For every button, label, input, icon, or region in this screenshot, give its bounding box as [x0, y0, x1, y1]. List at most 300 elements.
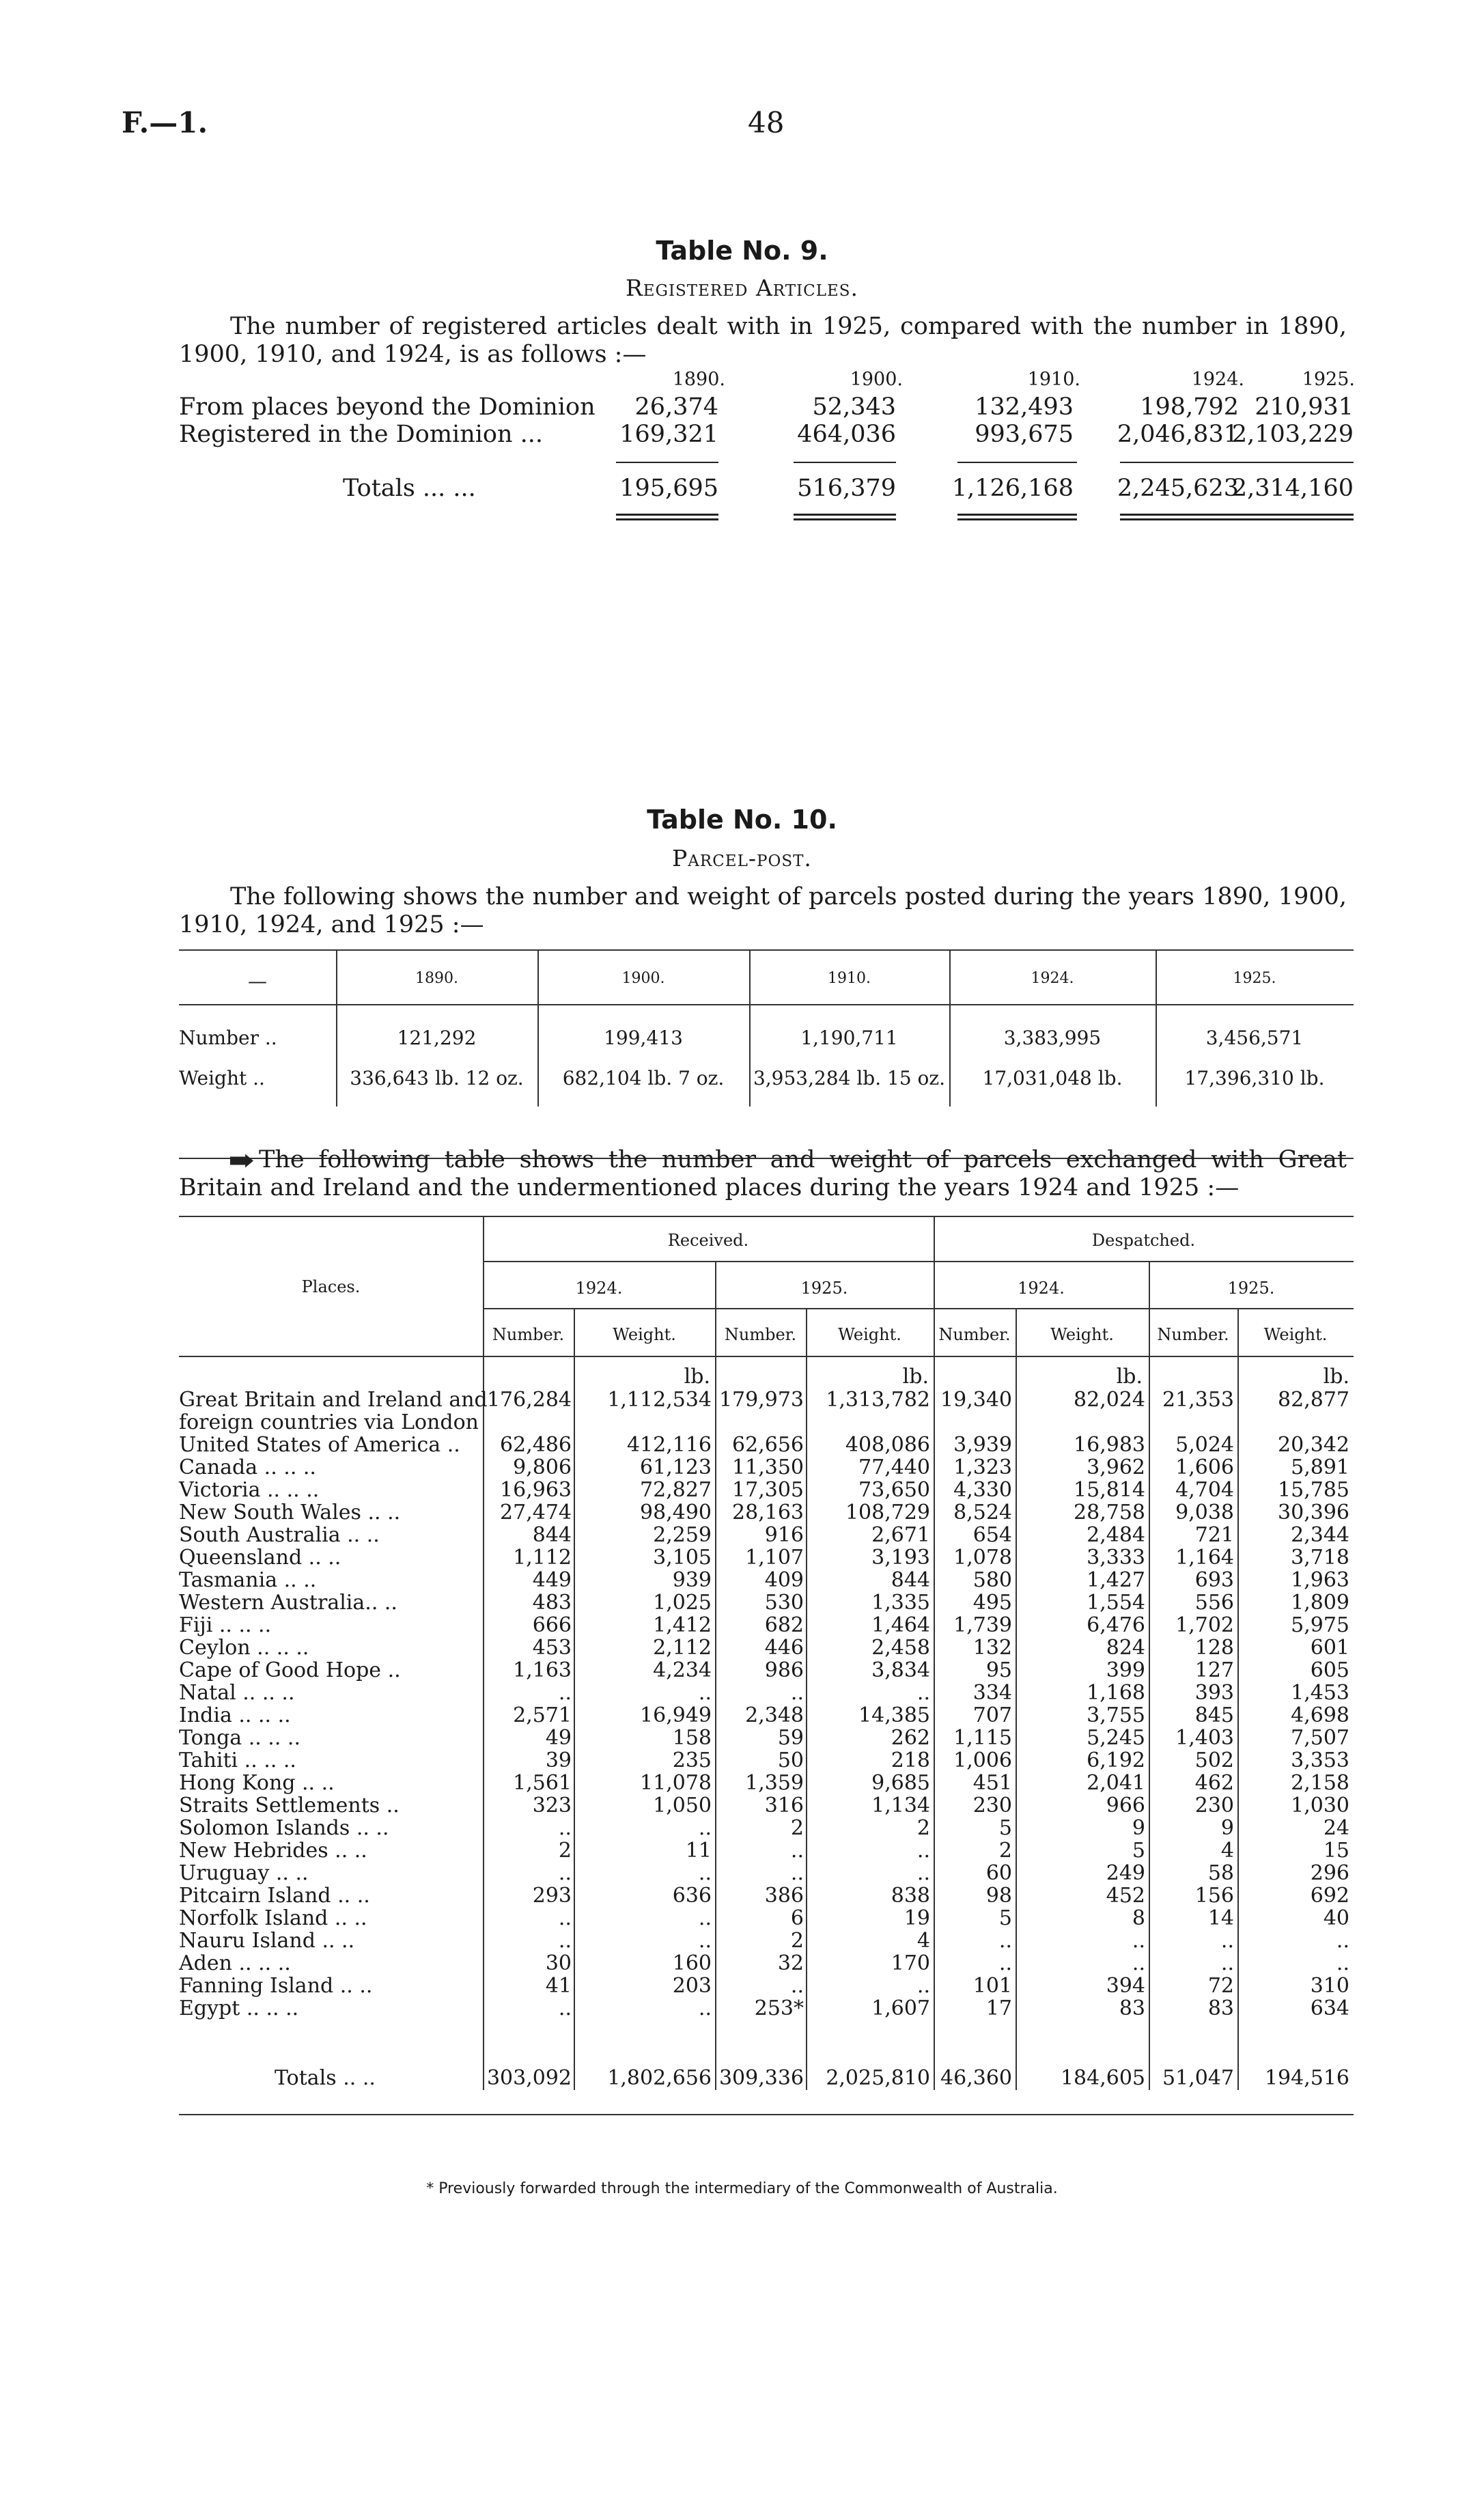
place-name: Victoria .. .. .. — [179, 1478, 320, 1502]
table10-cell: 3,456,571 — [1205, 1027, 1304, 1049]
table10-year: 1924. — [1031, 970, 1074, 987]
place-name: Fiji .. .. .. — [179, 1613, 272, 1637]
table10-cell: 121,292 — [397, 1027, 477, 1049]
table9-year: 1900. — [850, 369, 903, 390]
table10-row-label: Weight .. — [179, 1067, 265, 1089]
table11-cell: 9 — [1132, 1816, 1145, 1840]
table11-cell: 556 — [1194, 1591, 1234, 1615]
table11-cell: 58 — [1207, 1861, 1234, 1885]
table11 — [179, 1216, 1354, 2117]
table11-cell: 2 — [916, 1816, 930, 1840]
table11-cell: 449 — [532, 1568, 572, 1592]
table11-cell: 16,983 — [1074, 1433, 1145, 1457]
table9-title: Table No. 9. — [656, 236, 828, 266]
table11-cell: 20,342 — [1278, 1433, 1349, 1457]
table10-cell: 1,190,711 — [800, 1027, 898, 1049]
table11-cell: 2 — [998, 1839, 1012, 1863]
table11-cell: 2 — [790, 1816, 804, 1840]
table11-cell: 386 — [764, 1884, 804, 1908]
number-header: Number. — [492, 1325, 565, 1344]
table11-cell: .. — [698, 1996, 712, 2020]
table10-year: 1925. — [1233, 970, 1276, 987]
table11-cell: 9,038 — [1175, 1501, 1234, 1524]
table11-cell: 4,330 — [953, 1478, 1012, 1502]
table9-year: 1925. — [1302, 369, 1355, 390]
table11-cell: 5,975 — [1291, 1613, 1349, 1637]
table11-cell: 11 — [685, 1839, 712, 1863]
rule — [1016, 1308, 1017, 2090]
table11-cell: 15,785 — [1278, 1478, 1349, 1502]
double-rule — [616, 514, 718, 520]
table9-totals-label: Totals ... ... — [343, 475, 476, 502]
table10-cell: 17,396,310 lb. — [1184, 1067, 1325, 1089]
number-header: Number. — [938, 1325, 1011, 1344]
table10-cell: 3,953,284 lb. 15 oz. — [753, 1067, 946, 1089]
table10-intro: The following shows the number and weight of parcels posted during the years 1890, 1900, 1910, 1924, and 1925 :— — [179, 883, 1347, 938]
unit-label: lb. — [1116, 1365, 1143, 1389]
table11-cell: 1,739 — [953, 1613, 1012, 1637]
table11-cell: 27,474 — [500, 1501, 572, 1524]
table11-cell: 451 — [972, 1771, 1012, 1795]
table11-cell: 1,168 — [1087, 1681, 1145, 1705]
table11-cell: 1,313,782 — [826, 1388, 930, 1412]
table11-cell: 844 — [891, 1568, 930, 1592]
table11-cell: .. — [1220, 1951, 1234, 1975]
table11-total: 309,336 — [718, 2066, 804, 2090]
table11-cell: 393 — [1194, 1681, 1234, 1705]
table11-cell: 127 — [1194, 1658, 1234, 1682]
table11-cell: 316 — [764, 1794, 804, 1817]
table10-subtitle: Parcel-post. — [672, 845, 812, 872]
table9-row-label: From places beyond the Dominion — [179, 393, 596, 421]
place-name: Solomon Islands .. .. — [179, 1816, 389, 1840]
table11-cell: 3,353 — [1291, 1749, 1349, 1772]
table11-cell: 4 — [1220, 1839, 1234, 1863]
table11-cell: 1,963 — [1291, 1568, 1349, 1592]
table11-cell: 24 — [1323, 1816, 1349, 1840]
place-name: New Hebrides .. .. — [179, 1839, 367, 1863]
received-header: Received. — [667, 1231, 749, 1250]
table11-cell: .. — [558, 1861, 572, 1885]
rule — [179, 1004, 1354, 1005]
table11-total: 46,360 — [940, 2066, 1012, 2090]
table11-cell: 1,078 — [953, 1546, 1012, 1570]
table11-cell: 19,340 — [940, 1388, 1012, 1412]
table9-cell: 132,493 — [975, 393, 1074, 421]
table11-cell: 17,305 — [732, 1478, 804, 1502]
unit-label: lb. — [1323, 1365, 1349, 1389]
place-name: United States of America .. — [179, 1433, 460, 1457]
table11-cell: 3,333 — [1087, 1546, 1145, 1570]
table11-cell: 845 — [1194, 1703, 1234, 1727]
table11-cell: 721 — [1194, 1523, 1234, 1547]
table9-row — [179, 393, 1354, 421]
table11-cell: 1,702 — [1175, 1613, 1234, 1637]
place-name: Nauru Island .. .. — [179, 1929, 355, 1953]
table10-cell: 3,383,995 — [1003, 1027, 1102, 1049]
table11-total: 51,047 — [1162, 2066, 1234, 2090]
table9-cell: 993,675 — [975, 421, 1074, 448]
table11-cell: .. — [998, 1951, 1012, 1975]
double-rule — [1120, 514, 1240, 520]
table11-cell: 412,116 — [626, 1433, 712, 1457]
table11-cell: 21,353 — [1162, 1388, 1234, 1412]
table11-cell: 530 — [764, 1591, 804, 1615]
table11-cell: 3,962 — [1087, 1456, 1145, 1479]
table11-cell: .. — [1336, 1951, 1349, 1975]
table11-cell: 1,107 — [745, 1546, 804, 1570]
table11-cell: 108,729 — [845, 1501, 930, 1524]
number-header: Number. — [724, 1325, 797, 1344]
table9-year: 1890. — [672, 369, 725, 390]
table11-cell: .. — [698, 1929, 712, 1953]
table9-cell: 464,036 — [797, 421, 896, 448]
table11-cell: 61,123 — [640, 1456, 712, 1479]
year-header: 1924. — [575, 1279, 623, 1298]
table10-row-label: Number .. — [179, 1027, 277, 1049]
table11-cell: 5 — [1132, 1839, 1145, 1863]
table11-totals-label: Totals .. .. — [275, 2066, 376, 2090]
table11-cell: 1,115 — [953, 1726, 1012, 1750]
table11-cell: 1,112,534 — [607, 1388, 712, 1412]
place-name: Great Britain and Ireland and — [179, 1388, 488, 1412]
table11-cell: 77,440 — [858, 1456, 930, 1479]
table11-cell: 2,041 — [1087, 1771, 1145, 1795]
table9-cell: 169,321 — [619, 421, 718, 448]
despatched-header: Despatched. — [1091, 1231, 1196, 1250]
table11-cell: 218 — [891, 1749, 930, 1772]
table11-cell: 502 — [1194, 1749, 1234, 1772]
table11-cell: 4,234 — [653, 1658, 712, 1682]
table11-cell: 1,006 — [953, 1749, 1012, 1772]
table11-cell: 3,193 — [871, 1546, 930, 1570]
table11-cell: 707 — [972, 1703, 1012, 1727]
table9-subtitle: Registered Articles. — [625, 275, 859, 301]
table11-cell: 1,112 — [513, 1546, 572, 1570]
place-name: Cape of Good Hope .. — [179, 1658, 401, 1682]
table11-cell: .. — [916, 1861, 930, 1885]
table11-cell: 9,685 — [871, 1771, 930, 1795]
table11-cell: 17 — [985, 1996, 1012, 2020]
table10-year: 1900. — [621, 970, 665, 987]
table9-cell: 26,374 — [634, 393, 718, 421]
table11-cell: 966 — [1106, 1794, 1145, 1817]
table11-cell: 1,453 — [1291, 1681, 1349, 1705]
table11-cell: 6,476 — [1087, 1613, 1145, 1637]
double-rule — [957, 514, 1077, 520]
table11-cell: .. — [998, 1929, 1012, 1953]
place-name: Tonga .. .. .. — [179, 1726, 300, 1750]
table11-cell: 15 — [1323, 1839, 1349, 1863]
place-name: Western Australia.. .. — [179, 1591, 397, 1615]
table11-cell: 1,607 — [871, 1996, 930, 2020]
table11-cell: .. — [916, 1681, 930, 1705]
table11-cell: 2,112 — [653, 1636, 712, 1660]
table11-cell: 230 — [1194, 1794, 1234, 1817]
sum-rule — [616, 462, 718, 463]
table11-cell: 179,973 — [718, 1388, 804, 1412]
table11-cell: 1,554 — [1087, 1591, 1145, 1615]
table11-cell: 98 — [985, 1884, 1012, 1908]
year-header: 1925. — [1227, 1279, 1275, 1298]
year-header: 1924. — [1018, 1279, 1065, 1298]
place-name: Natal .. .. .. — [179, 1681, 295, 1705]
table11-cell: 8,524 — [953, 1501, 1012, 1524]
table11-cell: 5 — [998, 1906, 1012, 1930]
table9-cell: 2,046,831 — [1117, 421, 1239, 448]
table11-cell: 9 — [1220, 1816, 1234, 1840]
weight-header: Weight. — [1263, 1325, 1328, 1344]
table9-total: 2,314,160 — [1231, 475, 1354, 502]
double-rule — [1231, 514, 1354, 520]
table11-cell: 1,359 — [745, 1771, 804, 1795]
place-name: Uruguay .. .. — [179, 1861, 309, 1885]
table11-cell: 1,030 — [1291, 1794, 1349, 1817]
table11-cell: 453 — [532, 1636, 572, 1660]
footnote: * Previously forwarded through the intermediary of the Commonwealth of Australia. — [426, 2180, 1058, 2197]
sum-rule — [1120, 462, 1240, 463]
table10-corner: — — [248, 970, 267, 992]
table11-total: 194,516 — [1264, 2066, 1349, 2090]
sum-rule — [1231, 462, 1354, 463]
table11-cell: .. — [790, 1861, 804, 1885]
table11-cell: 82,024 — [1074, 1388, 1145, 1412]
rule — [179, 2114, 1354, 2115]
table11-cell: .. — [916, 1974, 930, 1998]
table11-total: 1,802,656 — [607, 2066, 712, 2090]
table11-cell: 28,163 — [732, 1501, 804, 1524]
places-header: Places. — [301, 1277, 361, 1296]
table11-cell: 844 — [532, 1523, 572, 1547]
table9-total: 195,695 — [619, 475, 718, 502]
unit-label: lb. — [902, 1365, 929, 1389]
number-header: Number. — [1157, 1325, 1229, 1344]
table11-cell: 605 — [1310, 1658, 1349, 1682]
table11-cell: 176,284 — [486, 1388, 572, 1412]
table11-cell: 59 — [777, 1726, 804, 1750]
table11-cell: 399 — [1106, 1658, 1145, 1682]
table11-cell: 4,704 — [1175, 1478, 1234, 1502]
place-name: Fanning Island .. .. — [179, 1974, 373, 1998]
table11-cell: .. — [558, 1906, 572, 1930]
table11-cell: 666 — [532, 1613, 572, 1637]
table11-cell: 128 — [1194, 1636, 1234, 1660]
table10-year: 1890. — [415, 970, 458, 987]
table11-cell: .. — [558, 1996, 572, 2020]
table11-cell: 5,891 — [1291, 1456, 1349, 1479]
table11-cell: 14 — [1207, 1906, 1234, 1930]
table11-cell: 16,949 — [640, 1703, 712, 1727]
table11-cell: 408,086 — [845, 1433, 930, 1457]
table11-cell: .. — [698, 1906, 712, 1930]
table11-cell: 4,698 — [1291, 1703, 1349, 1727]
table11-cell: 462 — [1194, 1771, 1234, 1795]
place-name: Hong Kong .. .. — [179, 1771, 335, 1795]
table11-cell: 986 — [764, 1658, 804, 1682]
table11-cell: 62,656 — [732, 1433, 804, 1457]
table11-cell: 394 — [1106, 1974, 1145, 1998]
table11-cell: 2,571 — [513, 1703, 572, 1727]
table11-cell: 3,755 — [1087, 1703, 1145, 1727]
table9-total: 1,126,168 — [951, 475, 1074, 502]
table11-cell: 98,490 — [640, 1501, 712, 1524]
unit-label: lb. — [684, 1365, 710, 1389]
table11-cell: 8 — [1132, 1906, 1145, 1930]
table9-row — [179, 421, 1354, 448]
table11-cell: 2 — [558, 1839, 572, 1863]
table11-cell: 14,385 — [858, 1703, 930, 1727]
table11-cell: 1,164 — [1175, 1546, 1234, 1570]
table9-year: 1924. — [1191, 369, 1244, 390]
weight-header: Weight. — [613, 1325, 676, 1344]
document-code: F.—1. — [122, 106, 208, 139]
table10-title: Table No. 10. — [647, 805, 837, 835]
table9-totals-row — [179, 475, 1354, 502]
table11-cell: .. — [558, 1816, 572, 1840]
table11-cell: 1,323 — [953, 1456, 1012, 1479]
table11-cell: 50 — [777, 1749, 804, 1772]
table11-cell: 11,350 — [732, 1456, 804, 1479]
table11-cell: 156 — [1194, 1884, 1234, 1908]
table11-cell: 101 — [972, 1974, 1012, 1998]
table11-cell: 72 — [1207, 1974, 1234, 1998]
place-name: Straits Settlements .. — [179, 1794, 400, 1817]
rule — [179, 1216, 1354, 1217]
table11-cell: 83 — [1207, 1996, 1234, 2020]
place-name: foreign countries via London — [179, 1410, 479, 1434]
table11-cell: .. — [698, 1816, 712, 1840]
table11-cell: 1,134 — [871, 1794, 930, 1817]
table11-total: 2,025,810 — [826, 2066, 930, 2090]
table11-cell: .. — [1132, 1951, 1145, 1975]
table11-cell: .. — [790, 1974, 804, 1998]
table11-cell: 235 — [672, 1749, 712, 1772]
place-name: Canada .. .. .. — [179, 1456, 316, 1479]
table11-cell: 3,939 — [953, 1433, 1012, 1457]
year-header: 1925. — [800, 1279, 848, 1298]
table11-cell: 82,877 — [1278, 1388, 1349, 1412]
table11-cell: 682 — [764, 1613, 804, 1637]
table9-cell: 210,931 — [1255, 393, 1354, 421]
table9-year: 1910. — [1027, 369, 1080, 390]
table11-cell: 16,963 — [500, 1478, 572, 1502]
table11-cell: 132 — [972, 1636, 1012, 1660]
table11-cell: 693 — [1194, 1568, 1234, 1592]
table9-cell: 52,343 — [812, 393, 896, 421]
table11-cell: 6 — [790, 1906, 804, 1930]
table11-total: 303,092 — [486, 2066, 572, 2090]
table10 — [179, 949, 1354, 1162]
table11-cell: 11,078 — [640, 1771, 712, 1795]
table9-cell: 198,792 — [1140, 393, 1239, 421]
place-name: Aden .. .. .. — [179, 1951, 291, 1975]
table11-cell: 83 — [1119, 1996, 1145, 2020]
table11-cell: 1,335 — [871, 1591, 930, 1615]
table11-cell: 32 — [777, 1951, 804, 1975]
table11-cell: 296 — [1310, 1861, 1349, 1885]
table11-cell: 293 — [532, 1884, 572, 1908]
table9-total: 516,379 — [797, 475, 896, 502]
table11-cell: 446 — [764, 1636, 804, 1660]
table11-cell: 4 — [916, 1929, 930, 1953]
table10-cell: 336,643 lb. 12 oz. — [350, 1067, 524, 1089]
table11-cell: 28,758 — [1074, 1501, 1145, 1524]
table11-cell: 1,427 — [1087, 1568, 1145, 1592]
table11-cell: 916 — [764, 1523, 804, 1547]
table10-cell: 17,031,048 lb. — [982, 1067, 1123, 1089]
table11-cell: 15,814 — [1074, 1478, 1145, 1502]
table11-cell: 939 — [672, 1568, 712, 1592]
double-rule — [794, 514, 896, 520]
table11-cell: 2,158 — [1291, 1771, 1349, 1795]
rule — [179, 949, 1354, 951]
table11-cell: .. — [790, 1681, 804, 1705]
table11-cell: 1,025 — [653, 1591, 712, 1615]
place-name: India .. .. .. — [179, 1703, 291, 1727]
table11-cell: 60 — [985, 1861, 1012, 1885]
table11-intro-text: The following table shows the number and weight of parcels exchanged with Great Britain and Ireland and the undermentioned places during the years 1924 and 1925 :— — [179, 1146, 1347, 1201]
rule — [483, 1308, 1354, 1309]
table11-cell: 310 — [1310, 1974, 1349, 1998]
table11-cell: 160 — [672, 1951, 712, 1975]
sum-rule — [794, 462, 896, 463]
table11-cell: 3,718 — [1291, 1546, 1349, 1570]
table11-cell: 824 — [1106, 1636, 1145, 1660]
rule — [179, 1356, 1354, 1357]
table11-cell: 483 — [532, 1591, 572, 1615]
table11-cell: 249 — [1106, 1861, 1145, 1885]
table11-cell: 1,809 — [1291, 1591, 1349, 1615]
table11-cell: .. — [1220, 1929, 1234, 1953]
table11-cell: 2,348 — [745, 1703, 804, 1727]
table11-total: 184,605 — [1060, 2066, 1145, 2090]
table11-cell: 838 — [891, 1884, 930, 1908]
table11-cell: 654 — [972, 1523, 1012, 1547]
place-name: Tahiti .. .. .. — [179, 1749, 296, 1772]
table11-cell: .. — [790, 1839, 804, 1863]
weight-header: Weight. — [838, 1325, 901, 1344]
table10-cell: 199,413 — [604, 1027, 683, 1049]
table11-cell: .. — [558, 1681, 572, 1705]
table11-cell: 30,396 — [1278, 1501, 1349, 1524]
table11-cell: 692 — [1310, 1884, 1349, 1908]
table11-cell: 39 — [545, 1749, 572, 1772]
place-name: Norfolk Island .. .. — [179, 1906, 367, 1930]
table11-cell: 636 — [672, 1884, 712, 1908]
place-name: Tasmania .. .. — [179, 1568, 317, 1592]
place-name: Egypt .. .. .. — [179, 1996, 299, 2020]
table11-cell: 62,486 — [500, 1433, 572, 1457]
rule — [483, 1261, 934, 1262]
table11-cell: 1,412 — [653, 1613, 712, 1637]
table10-cell: 682,104 lb. 7 oz. — [562, 1067, 725, 1089]
table11-cell: 3,105 — [653, 1546, 712, 1570]
table11-cell: 5,024 — [1175, 1433, 1234, 1457]
table9-intro: The number of registered articles dealt with in 1925, compared with the number in 1890, 1900, 1910, and 1924, is as follows :— — [179, 313, 1347, 368]
table11-cell: 1,606 — [1175, 1456, 1234, 1479]
table11-cell: 40 — [1323, 1906, 1349, 1930]
table11-cell: .. — [698, 1681, 712, 1705]
table11-cell: 2 — [790, 1929, 804, 1953]
table11-cell: 6,192 — [1087, 1749, 1145, 1772]
table11-cell: 323 — [532, 1794, 572, 1817]
table11-cell: 19 — [904, 1906, 930, 1930]
table10-year: 1910. — [828, 970, 871, 987]
table11-cell: 203 — [672, 1974, 712, 1998]
table11-cell: 72,827 — [640, 1478, 712, 1502]
table9-total: 2,245,623 — [1117, 475, 1239, 502]
table11-cell: .. — [698, 1861, 712, 1885]
